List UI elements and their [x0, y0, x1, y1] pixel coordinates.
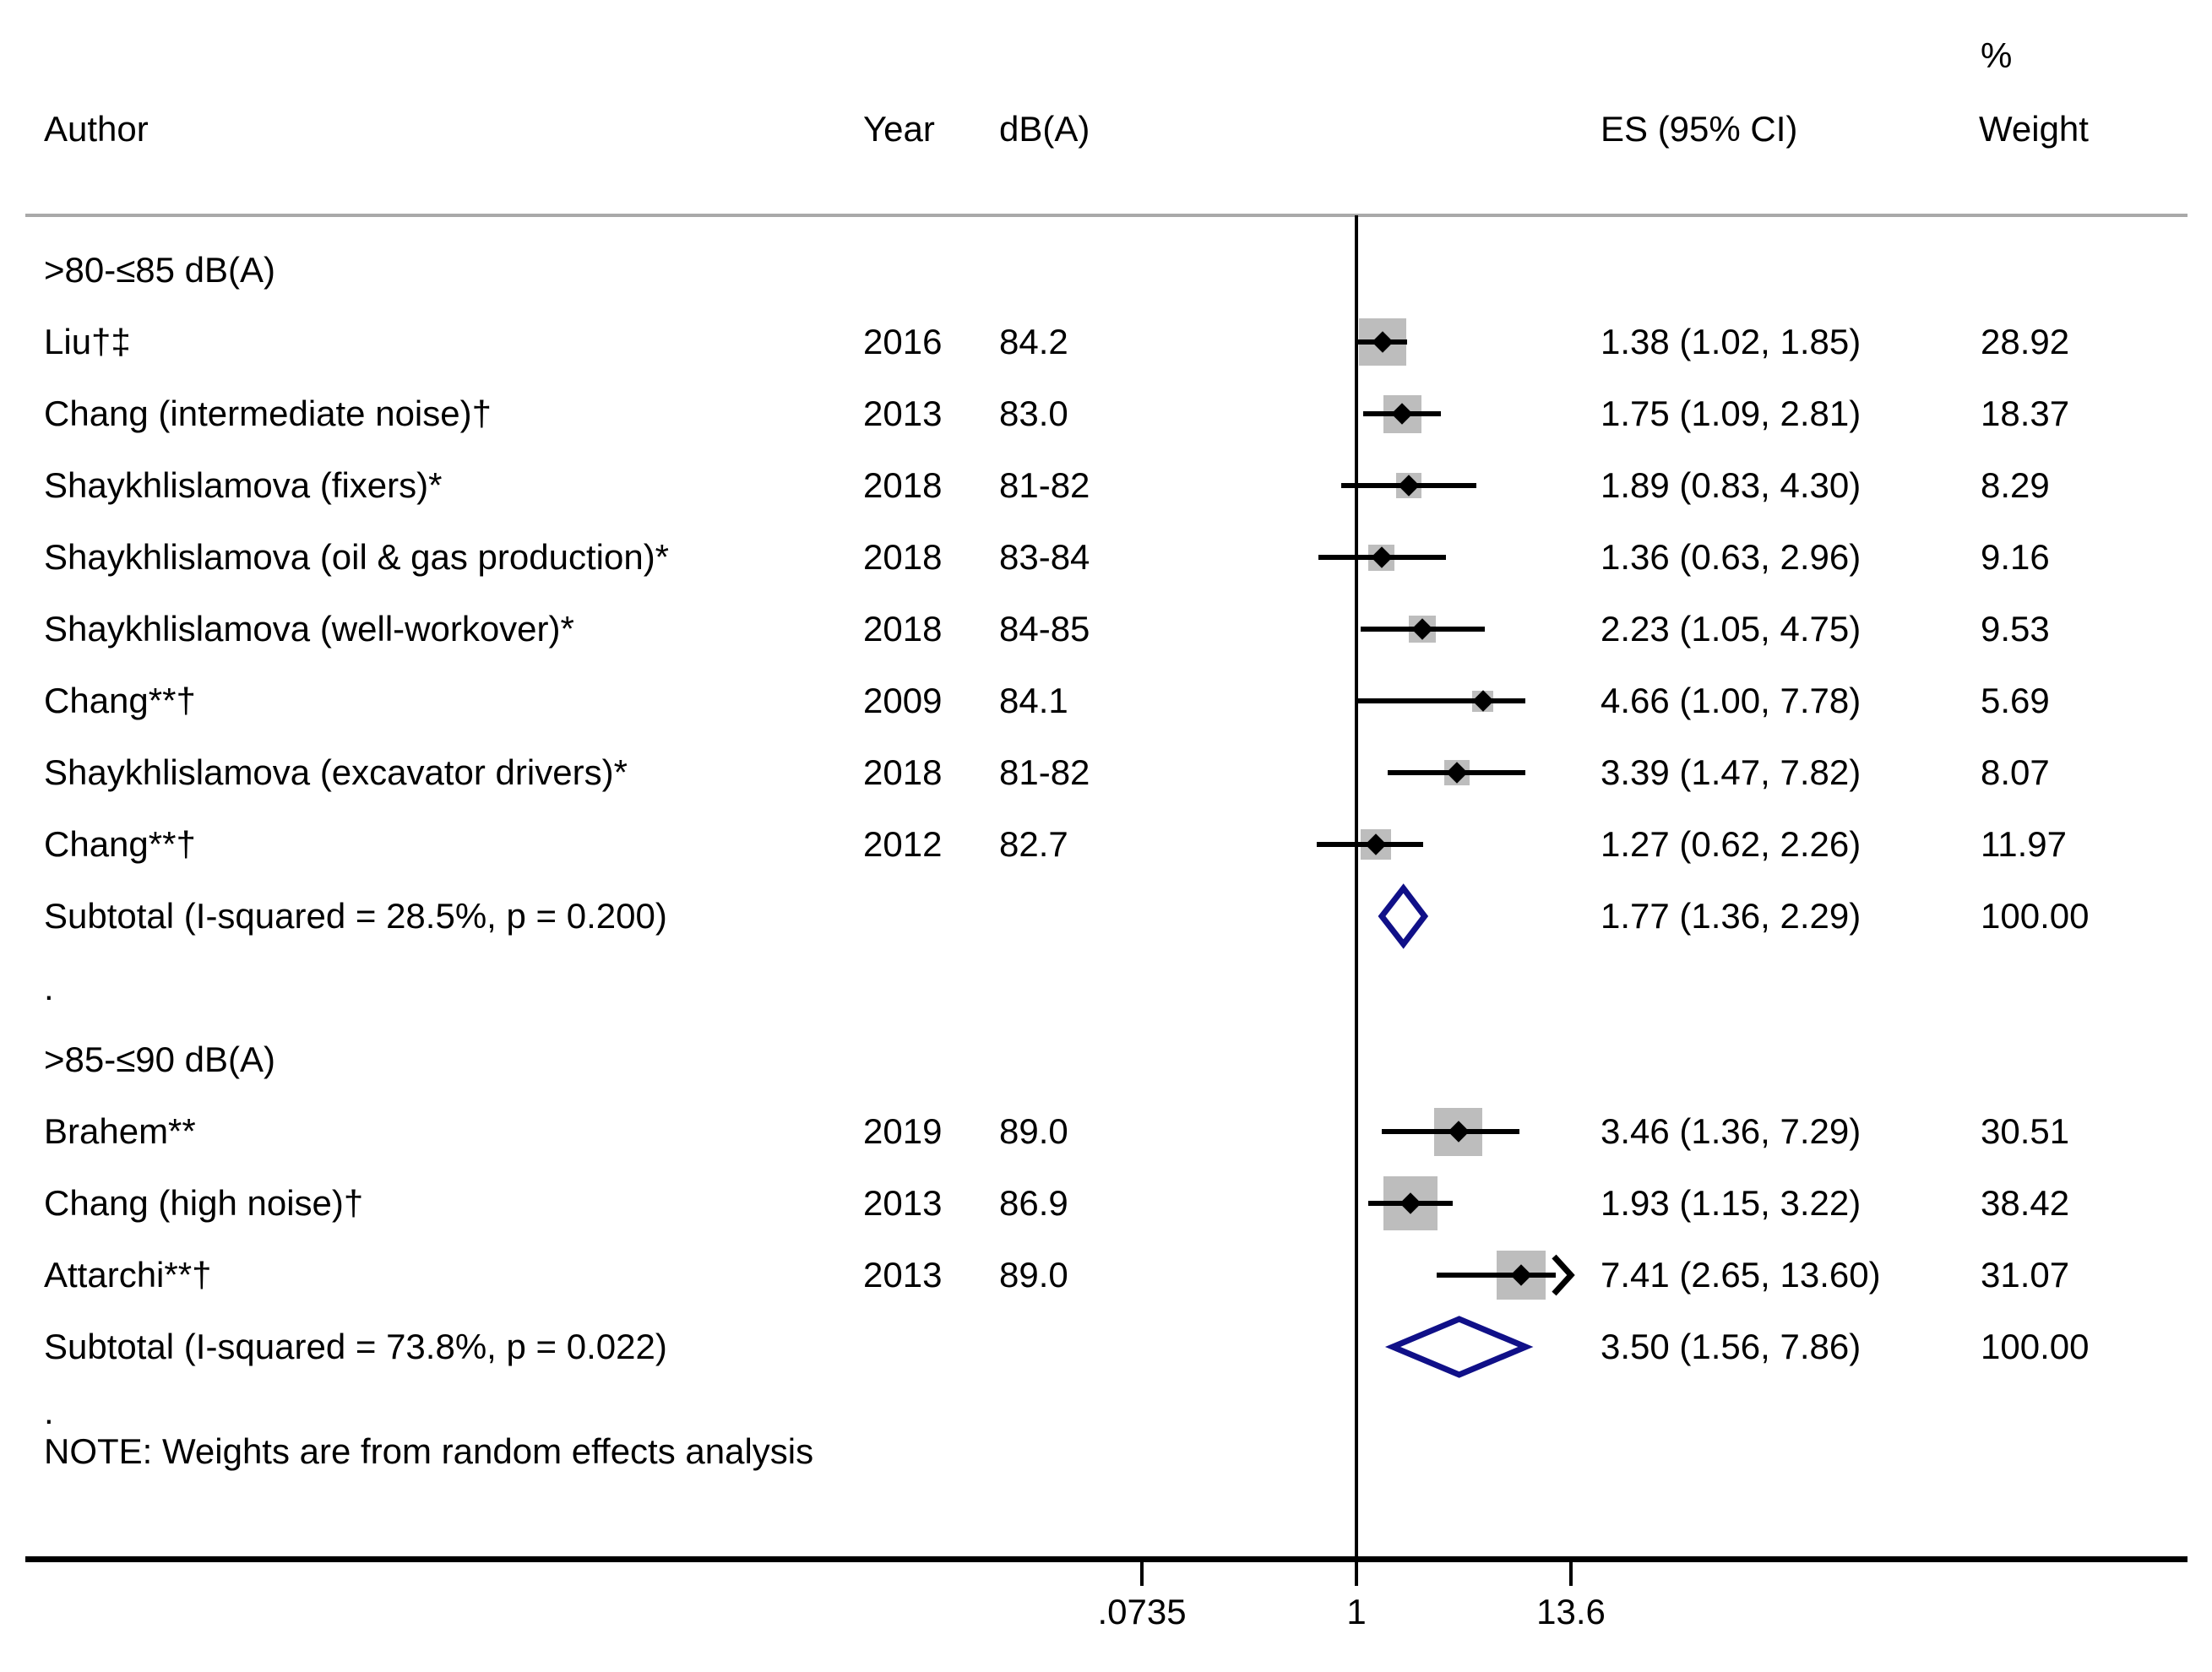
study-weight: 8.29 [1981, 465, 2050, 505]
study-weight: 8.07 [1981, 752, 2050, 792]
ci-clipped-arrow-icon [1551, 1250, 1576, 1300]
study-es-ci: 3.46 (1.36, 7.29) [1601, 1111, 1861, 1151]
study-weight: 9.53 [1981, 609, 2050, 649]
group-label: >80-≤85 dB(A) [44, 250, 276, 290]
x-axis-tick-label: .0735 [1097, 1592, 1187, 1631]
subtotal-weight: 100.00 [1981, 896, 2090, 936]
study-author: Chang**† [44, 824, 196, 864]
study-db-level: 81-82 [999, 752, 1090, 792]
study-author: Shaykhlislamova (oil & gas production)* [44, 537, 670, 577]
study-weight: 38.42 [1981, 1183, 2070, 1223]
study-weight: 31.07 [1981, 1255, 2070, 1295]
study-author: Chang (intermediate noise)† [44, 394, 492, 433]
subtotal-label: Subtotal (I-squared = 73.8%, p = 0.022) [44, 1327, 667, 1366]
study-es-ci: 1.27 (0.62, 2.26) [1601, 824, 1861, 864]
study-es-ci: 7.41 (2.65, 13.60) [1601, 1255, 1881, 1295]
study-db-level: 86.9 [999, 1183, 1068, 1223]
subtotal-diamond [1375, 882, 1432, 951]
study-db-level: 84-85 [999, 609, 1090, 649]
study-author: Shaykhlislamova (fixers)* [44, 465, 443, 505]
x-axis-line [25, 1556, 2188, 1562]
x-axis-tickmark [1569, 1558, 1573, 1586]
x-axis-tickmark [1140, 1558, 1144, 1586]
study-es-ci: 2.23 (1.05, 4.75) [1601, 609, 1861, 649]
study-author: Chang (high noise)† [44, 1183, 364, 1223]
study-weight: 18.37 [1981, 394, 2070, 433]
study-year: 2018 [863, 752, 943, 792]
subtotal-es-ci: 1.77 (1.36, 2.29) [1601, 896, 1861, 936]
column-header-year: Year [863, 109, 935, 149]
study-year: 2009 [863, 681, 943, 720]
study-author: Brahem** [44, 1111, 196, 1151]
header-divider-rule [25, 214, 2188, 217]
study-db-level: 83.0 [999, 394, 1068, 433]
study-db-level: 84.2 [999, 322, 1068, 361]
study-weight: 30.51 [1981, 1111, 2070, 1151]
study-year: 2019 [863, 1111, 943, 1151]
x-axis-tick-label: 1 [1346, 1592, 1367, 1631]
subtotal-label: Subtotal (I-squared = 28.5%, p = 0.200) [44, 896, 667, 936]
subtotal-weight: 100.00 [1981, 1327, 2090, 1366]
study-es-ci: 1.38 (1.02, 1.85) [1601, 322, 1861, 361]
study-weight: 9.16 [1981, 537, 2050, 577]
study-author: Shaykhlislamova (excavator drivers)* [44, 752, 628, 792]
study-year: 2013 [863, 1255, 943, 1295]
study-es-ci: 1.75 (1.09, 2.81) [1601, 394, 1861, 433]
study-weight: 28.92 [1981, 322, 2070, 361]
study-year: 2013 [863, 1183, 943, 1223]
study-es-ci: 1.93 (1.15, 3.22) [1601, 1183, 1861, 1223]
study-year: 2012 [863, 824, 943, 864]
study-year: 2018 [863, 609, 943, 649]
study-author: Liu†‡ [44, 322, 131, 361]
column-header-weight: Weight [1979, 109, 2089, 149]
study-db-level: 84.1 [999, 681, 1068, 720]
study-year: 2013 [863, 394, 943, 433]
study-weight: 11.97 [1981, 824, 2067, 864]
study-year: 2018 [863, 465, 943, 505]
study-es-ci: 4.66 (1.00, 7.78) [1601, 681, 1861, 720]
study-year: 2018 [863, 537, 943, 577]
separator-dot: . [44, 1392, 54, 1431]
ci-line [1437, 1273, 1556, 1278]
study-db-level: 89.0 [999, 1255, 1068, 1295]
study-db-level: 82.7 [999, 824, 1068, 864]
column-header-percent: % [1981, 35, 2013, 75]
study-author: Chang**† [44, 681, 196, 720]
study-es-ci: 1.36 (0.63, 2.96) [1601, 537, 1861, 577]
study-db-level: 83-84 [999, 537, 1090, 577]
column-header-db: dB(A) [999, 109, 1090, 149]
null-effect-reference-line [1355, 215, 1358, 1558]
study-db-level: 81-82 [999, 465, 1090, 505]
study-es-ci: 1.89 (0.83, 4.30) [1601, 465, 1861, 505]
x-axis-tickmark [1355, 1558, 1358, 1586]
study-author: Shaykhlislamova (well-workover)* [44, 609, 574, 649]
group-label: >85-≤90 dB(A) [44, 1040, 276, 1079]
column-header-es-ci: ES (95% CI) [1601, 109, 1798, 149]
subtotal-diamond [1386, 1312, 1533, 1382]
weights-note: NOTE: Weights are from random effects analysis [44, 1431, 814, 1471]
column-header-author: Author [44, 109, 149, 149]
study-es-ci: 3.39 (1.47, 7.82) [1601, 752, 1861, 792]
subtotal-es-ci: 3.50 (1.56, 7.86) [1601, 1327, 1861, 1366]
ci-line [1356, 698, 1525, 703]
study-db-level: 89.0 [999, 1111, 1068, 1151]
separator-dot: . [44, 968, 54, 1007]
study-author: Attarchi**† [44, 1255, 212, 1295]
study-year: 2016 [863, 322, 943, 361]
study-weight: 5.69 [1981, 681, 2050, 720]
x-axis-tick-label: 13.6 [1536, 1592, 1606, 1631]
